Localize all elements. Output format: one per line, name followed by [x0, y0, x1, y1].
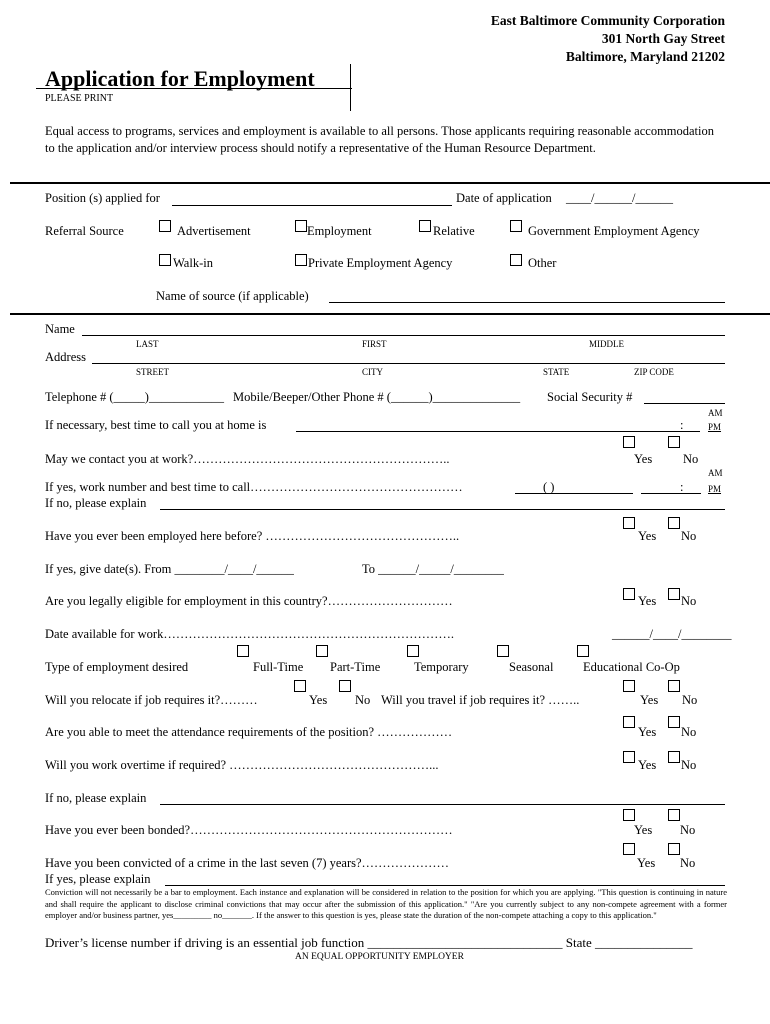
ssn-label: Social Security # — [547, 390, 633, 404]
relocate-yes-label: Yes — [309, 693, 328, 707]
checkbox-travel-no[interactable] — [668, 680, 680, 692]
bonded-no-label: No — [680, 823, 696, 837]
am-label-work: AM — [708, 468, 723, 478]
checkbox-relative[interactable] — [419, 220, 431, 232]
eligible-question: Are you legally eligible for employment in this country?………………………… — [45, 594, 453, 608]
checkbox-attendance-yes[interactable] — [623, 716, 635, 728]
checkbox-contact-work-yes[interactable] — [623, 436, 635, 448]
date-available-question: Date available for work……………………………………………………………. — [45, 627, 454, 641]
position-label: Position (s) applied for — [45, 191, 160, 205]
drivers-license-question[interactable]: Driver’s license number if driving is an essential job function ______________________________ State _______________ — [45, 935, 693, 950]
contact-work-question: May we contact you at work?…………………………………………………….. — [45, 452, 450, 466]
telephone-label-text: Telephone # ( — [45, 390, 114, 404]
page-title: Application for Employment — [45, 66, 315, 91]
overtime-no-label: No — [681, 758, 697, 772]
attendance-yes-label: Yes — [638, 725, 657, 739]
checkbox-employed-before-yes[interactable] — [623, 517, 635, 529]
employment-type-temporary: Temporary — [414, 660, 469, 674]
employment-type-full-time: Full-Time — [253, 660, 304, 674]
employment-type-educational-co-op: Educational Co-Op — [583, 660, 680, 674]
checkbox-government-agency[interactable] — [510, 220, 522, 232]
bonded-question: Have you ever been bonded?……………………………………………………… — [45, 823, 453, 837]
address-street-caption: STREET — [136, 367, 169, 377]
work-number-line — [515, 493, 633, 494]
pm-label-work: PM — [708, 484, 722, 494]
checkbox-walk-in[interactable] — [159, 254, 171, 266]
referral-relative: Relative — [433, 224, 475, 238]
employed-before-no-label: No — [681, 529, 697, 543]
checkbox-employed-before-no[interactable] — [668, 517, 680, 529]
name-first-caption: FIRST — [362, 339, 387, 349]
conviction-note: Conviction will not necessarily be a bar to employment. Each instance and explanation will be considered in relation to the position for which you are applying. "This question is continuing in nature and shall require the applicant to disclose criminal convictions that may occur after the submission of this application." "Are you currently subject to any non-compete agreement with a former employer and/or business partner, yes_________ no_______. If the answer to this question is yes, please state the duration of the non-compete attaching a copy to this application." — [45, 887, 727, 920]
date-application-label: Date of application — [456, 191, 552, 205]
checkbox-convicted-yes[interactable] — [623, 843, 635, 855]
checkbox-bonded-yes[interactable] — [623, 809, 635, 821]
checkbox-contact-work-no[interactable] — [668, 436, 680, 448]
section-divider-2 — [10, 313, 770, 315]
referral-label: Referral Source — [45, 224, 124, 238]
checkbox-advertisement[interactable] — [159, 220, 171, 232]
work-time-field[interactable] — [641, 493, 701, 494]
org-name: East Baltimore Community Corporation — [490, 13, 725, 28]
section-divider-1 — [10, 182, 770, 184]
checkbox-private-agency[interactable] — [295, 254, 307, 266]
eligible-no-label: No — [681, 594, 697, 608]
employment-type-part-time: Part-Time — [330, 660, 381, 674]
contact-work-no-label: No — [683, 452, 699, 466]
name-label: Name — [45, 322, 75, 336]
address-zip-caption: ZIP CODE — [634, 367, 674, 377]
referral-employment: Employment — [307, 224, 372, 238]
contact-work-yes-label: Yes — [634, 452, 653, 466]
checkbox-relocate-no[interactable] — [339, 680, 351, 692]
source-name-label: Name of source (if applicable) — [156, 289, 309, 303]
mobile-label[interactable] — [233, 390, 520, 405]
travel-question: Will you travel if job requires it? …….. — [381, 693, 580, 707]
best-time-home-label: If necessary, best time to call you at home is — [45, 418, 267, 432]
if-no-explain-overtime-field[interactable] — [160, 804, 725, 805]
relocate-question: Will you relocate if job requires it?……… — [45, 693, 258, 707]
checkbox-travel-yes[interactable] — [623, 680, 635, 692]
checkbox-other[interactable] — [510, 254, 522, 266]
if-no-explain-label: If no, please explain — [45, 496, 147, 510]
attendance-question: Are you able to meet the attendance requirements of the position? ……………… — [45, 725, 453, 739]
ssn-field[interactable] — [644, 403, 725, 404]
employed-before-question: Have you ever been employed here before? ……………………………………….. — [45, 529, 460, 543]
referral-government-agency: Government Employment Agency — [528, 224, 700, 238]
checkbox-seasonal[interactable] — [497, 645, 509, 657]
checkbox-eligible-no[interactable] — [668, 588, 680, 600]
org-city: Baltimore, Maryland 21202 — [565, 49, 725, 64]
time-colon-home: : — [680, 418, 684, 432]
title-divider — [350, 64, 351, 111]
give-dates-to[interactable]: To ______/_____/________ — [362, 562, 504, 576]
name-last-caption: LAST — [136, 339, 159, 349]
checkbox-overtime-no[interactable] — [668, 751, 680, 763]
title-underline — [36, 88, 352, 89]
address-field[interactable] — [92, 363, 725, 364]
if-no-explain-field[interactable] — [160, 509, 725, 510]
checkbox-full-time[interactable] — [237, 645, 249, 657]
convicted-no-label: No — [680, 856, 696, 870]
checkbox-educational-co-op[interactable] — [577, 645, 589, 657]
address-state-caption: STATE — [543, 367, 570, 377]
checkbox-attendance-no[interactable] — [668, 716, 680, 728]
checkbox-bonded-no[interactable] — [668, 809, 680, 821]
address-label: Address — [45, 350, 86, 364]
relocate-no-label: No — [355, 693, 371, 707]
date-application-field[interactable]: ____/______/______ — [566, 191, 673, 205]
source-name-field[interactable] — [329, 302, 725, 303]
please-print-label: PLEASE PRINT — [45, 93, 114, 104]
checkbox-eligible-yes[interactable] — [623, 588, 635, 600]
referral-other: Other — [528, 256, 557, 270]
referral-walk-in: Walk-in — [173, 256, 213, 270]
telephone-label[interactable] — [45, 390, 224, 405]
type-employment-label: Type of employment desired — [45, 660, 189, 674]
name-field[interactable] — [82, 335, 725, 336]
eligible-yes-label: Yes — [638, 594, 657, 608]
work-number-field[interactable]: ( ) — [543, 480, 555, 494]
work-number-question: If yes, work number and best time to call…………………………………………… — [45, 480, 463, 494]
attendance-no-label: No — [681, 725, 697, 739]
overtime-question: Will you work overtime if required? …………………………………………... — [45, 758, 439, 772]
give-dates-from[interactable]: If yes, give date(s). From ________/____/______ — [45, 562, 294, 576]
intro-text: Equal access to programs, services and employment is available to all persons. Those applicants requiring reasonable accommodation to the application and/or interview process should notify a representative of the Human Resource Department. — [45, 124, 715, 155]
convicted-yes-label: Yes — [637, 856, 656, 870]
travel-no-label: No — [682, 693, 698, 707]
if-yes-explain-label: If yes, please explain — [45, 872, 151, 886]
address-city-caption: CITY — [362, 367, 383, 377]
mobile-label-text: Mobile/Beeper/Other Phone # ( — [233, 390, 391, 404]
employed-before-yes-label: Yes — [638, 529, 657, 543]
overtime-yes-label: Yes — [638, 758, 657, 772]
name-middle-caption: MIDDLE — [589, 339, 624, 349]
telephone-field[interactable]: _____)____________ — [113, 390, 224, 404]
referral-advertisement: Advertisement — [177, 224, 251, 238]
best-time-home-field[interactable] — [296, 431, 700, 432]
checkbox-overtime-yes[interactable] — [623, 751, 635, 763]
equal-opportunity-footer: AN EQUAL OPPORTUNITY EMPLOYER — [295, 952, 464, 962]
time-colon-work: : — [680, 480, 684, 494]
org-street: 301 North Gay Street — [601, 31, 725, 46]
if-no-explain-overtime-label: If no, please explain — [45, 791, 147, 805]
mobile-field[interactable]: ______)______________ — [390, 390, 521, 404]
if-yes-explain-field[interactable] — [165, 885, 725, 886]
convicted-question: Have you been convicted of a crime in the last seven (7) years?………………… — [45, 856, 450, 870]
date-available-field[interactable]: ______/____/________ — [612, 627, 732, 641]
checkbox-relocate-yes[interactable] — [294, 680, 306, 692]
referral-private-agency: Private Employment Agency — [308, 256, 453, 270]
travel-yes-label: Yes — [640, 693, 659, 707]
checkbox-convicted-no[interactable] — [668, 843, 680, 855]
am-label-home: AM — [708, 408, 723, 418]
bonded-yes-label: Yes — [634, 823, 653, 837]
position-field[interactable] — [172, 205, 452, 206]
checkbox-part-time[interactable] — [316, 645, 328, 657]
pm-label-home: PM — [708, 422, 722, 432]
checkbox-employment[interactable] — [295, 220, 307, 232]
checkbox-temporary[interactable] — [407, 645, 419, 657]
employment-type-seasonal: Seasonal — [509, 660, 554, 674]
